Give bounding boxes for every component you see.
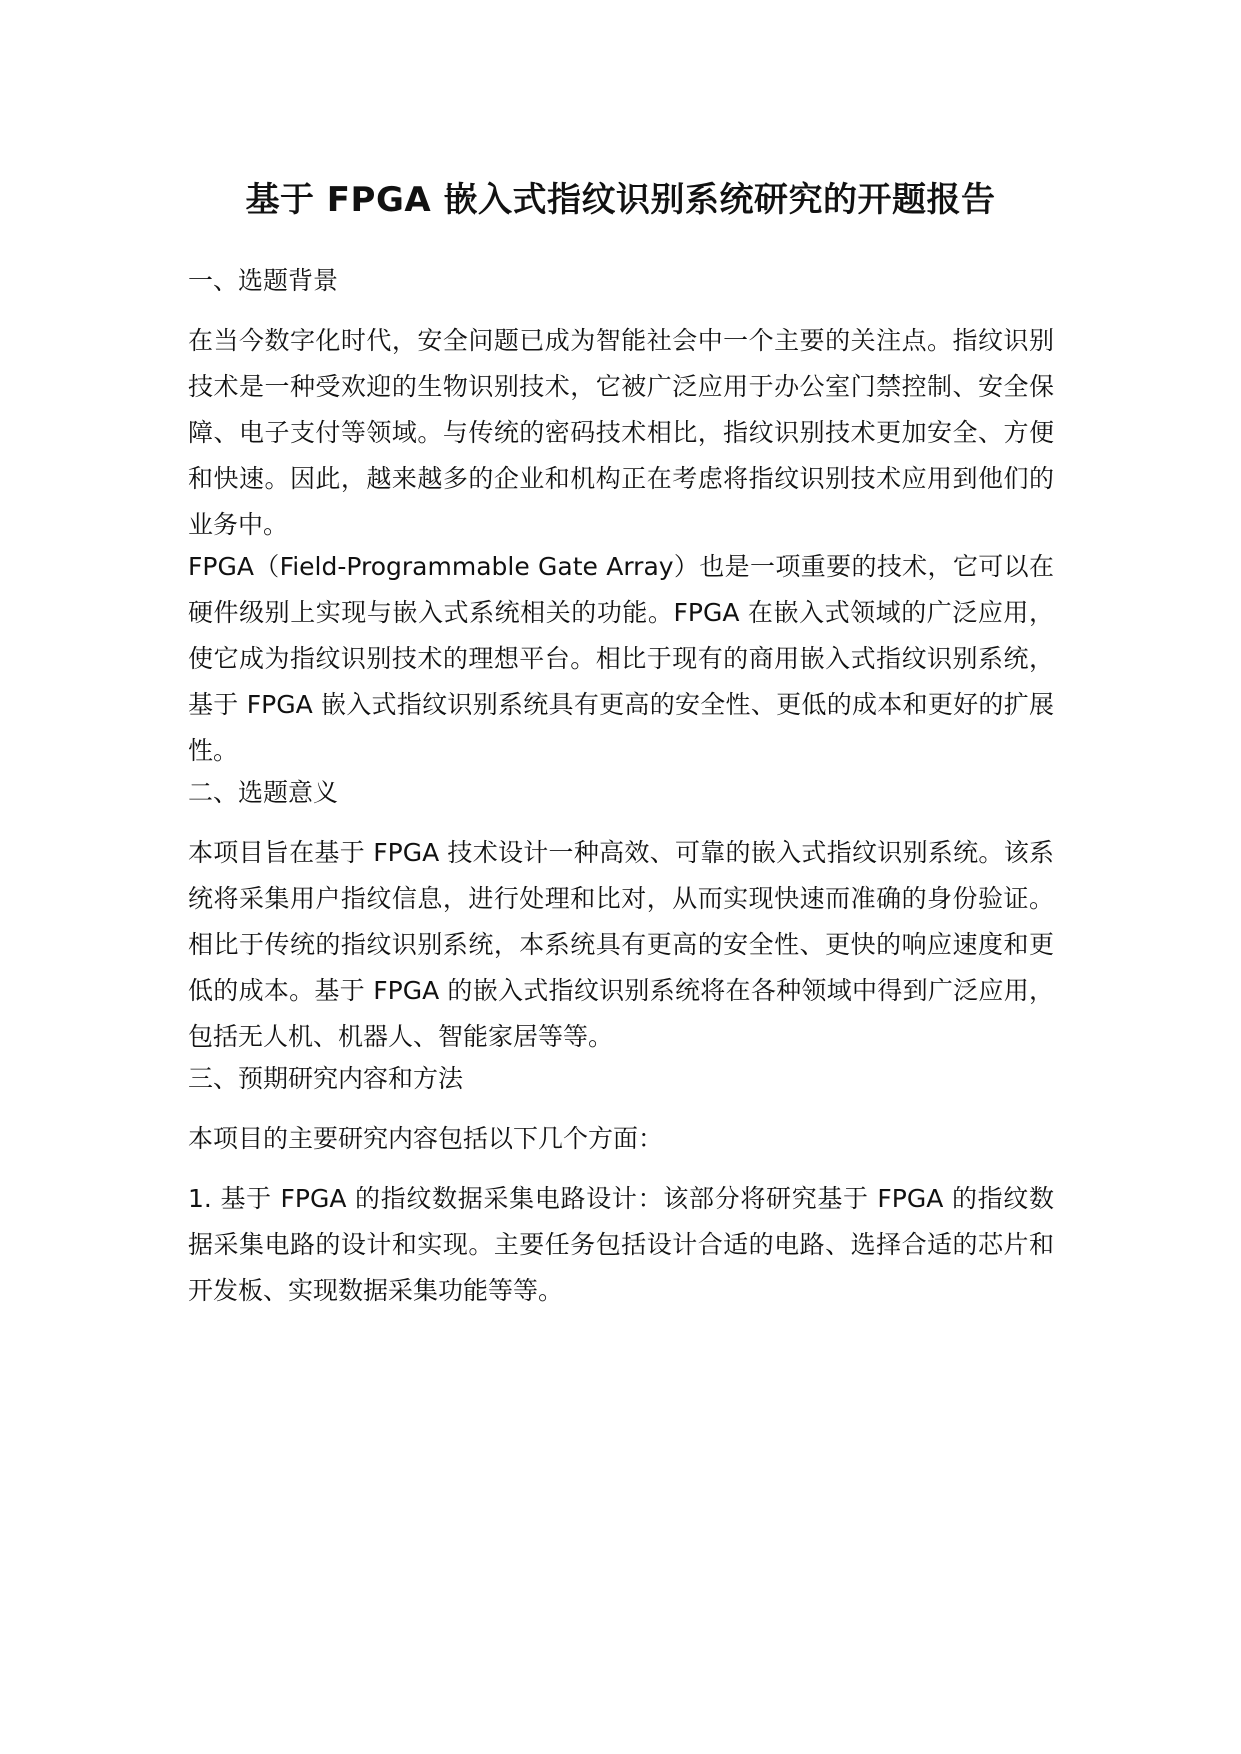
document-title: 基于 FPGA 嵌入式指纹识别系统研究的开题报告 bbox=[245, 180, 996, 220]
list-item-1: 1. 基于 FPGA 的指纹数据采集电路设计：该部分将研究基于 FPGA 的指纹数据采集电路的设计和实现。主要任务包括设计合适的电路、选择合适的芯片和开发板、实现数据采集功能等等。 bbox=[188, 1184, 1054, 1305]
paragraph-significance-1: 本项目旨在基于 FPGA 技术设计一种高效、可靠的嵌入式指纹识别系统。该系统将采集用户指纹信息，进行处理和比对，从而实现快速而准确的身份验证。相比于传统的指纹识别系统，本系统具有更高的安全性、更快的响应速度和更低的成本。基于 FPGA 的嵌入式指纹识别系统将在各种领域中得到广泛应用，包括无人机、机器人、智能家居等等。 bbox=[188, 838, 1054, 1051]
paragraph-research-intro: 本项目的主要研究内容包括以下几个方面： bbox=[188, 1124, 664, 1153]
section-heading-background: 一、选题背景 bbox=[188, 266, 339, 295]
section-heading-research-content: 三、预期研究内容和方法 bbox=[188, 1064, 464, 1093]
section-heading-significance: 二、选题意义 bbox=[188, 778, 339, 807]
paragraph-background-2: FPGA（Field-Programmable Gate Array）也是一项重要的技术，它可以在硬件级别上实现与嵌入式系统相关的功能。FPGA 在嵌入式领域的广泛应用，使它成为指纹识别技术的理想平台。相比于现有的商用嵌入式指纹识别系统，基于 FPGA 嵌入式指纹识别系统具有更高的安全性、更低的成本和更好的扩展性。 bbox=[188, 552, 1054, 765]
paragraph-background-1: 在当今数字化时代，安全问题已成为智能社会中一个主要的关注点。指纹识别技术是一种受欢迎的生物识别技术，它被广泛应用于办公室门禁控制、安全保障、电子支付等领域。与传统的密码技术相比，指纹识别技术更加安全、方便和快速。因此，越来越多的企业和机构正在考虑将指纹识别技术应用到他们的业务中。 bbox=[188, 326, 1054, 539]
